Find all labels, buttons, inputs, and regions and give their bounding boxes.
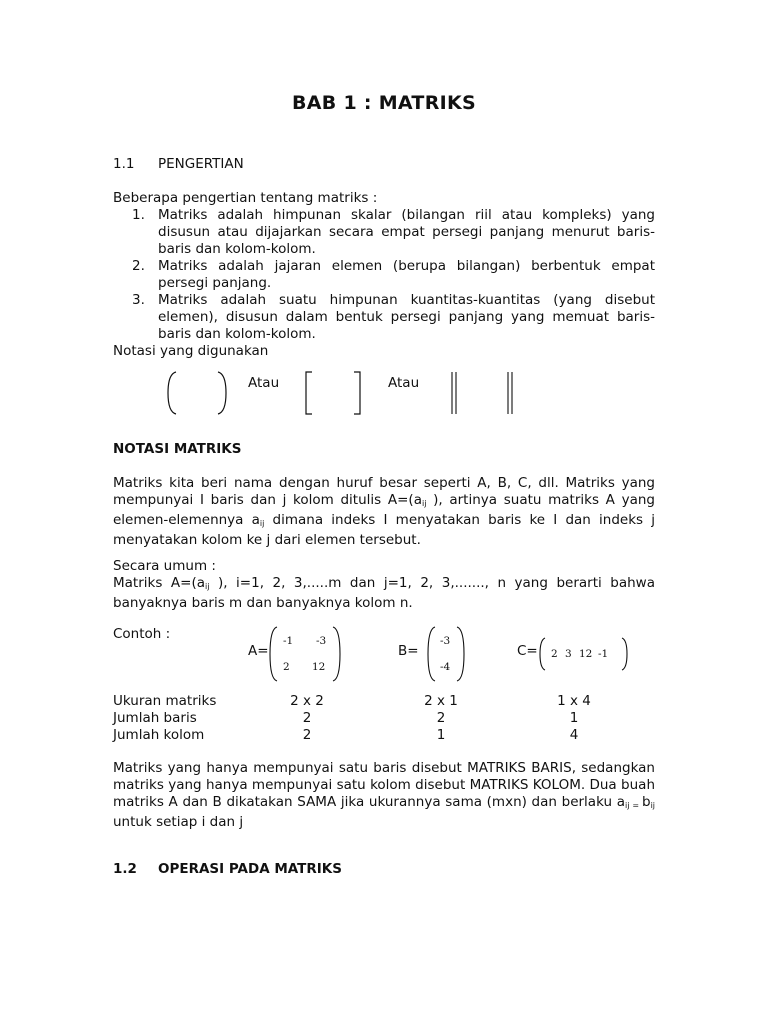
- matrix-c-cell: 2: [551, 648, 558, 660]
- list-item: [113, 207, 655, 258]
- matriks-baris-kolom-paragraph: Matriks yang hanya mempunyai satu baris disebut MATRIKS BARIS, sedangkan matriks yang hanya mempunyai satu kolom disebut MATRIKS KOLOM. Dua buah matriks A dan B dikatakan SAMA jika ukurannya sama (mxn) dan berlaku $a_{ij =}$ $b_{ij}$ untuk setiap i dan j: [113, 760, 656, 830]
- intro-text: Beberapa pengertian tentang matriks :: [113, 190, 378, 206]
- list-text: Matriks adalah jajaran elemen (berupa bilangan) berbentuk empat persegi panjang.: [158, 258, 655, 291]
- definitions-block: [113, 190, 655, 360]
- atau-label-1: Atau: [248, 375, 280, 391]
- atau-label-2: Atau: [388, 375, 420, 391]
- secara-umum-label: Secara umum :: [113, 558, 216, 574]
- left-square-bracket-icon: [306, 372, 312, 414]
- size-table: [113, 693, 673, 744]
- page-title: BAB 1 : MATRIKS: [291, 92, 477, 114]
- cell-c: 1: [569, 710, 579, 726]
- contoh-label: Contoh :: [113, 626, 171, 642]
- matrix-a-cell: -1: [283, 635, 294, 647]
- matrix-c-cell: 3: [565, 648, 572, 660]
- notasi-paragraph: Matriks kita beri nama dengan huruf besar seperti A, B, C, dll. Matriks yang mempunyai I baris dan j kolom ditulis $A=(a_{ij}$ ), artinya suatu matriks A yang elemen-elemennya $a_{ij}$ dimana indeks I menyatakan baris ke I dan indeks j menyatakan kolom ke j dari elemen tersebut.: [113, 475, 655, 548]
- cell-b: 2: [436, 710, 446, 726]
- right-square-bracket-icon: [354, 372, 360, 414]
- notation-intro: Notasi yang digunakan: [113, 343, 269, 359]
- matrix-c-cell: -1: [598, 648, 609, 660]
- table-row: [113, 693, 673, 710]
- matrix-a-label: A=: [248, 643, 269, 659]
- list-number: 2.: [132, 258, 145, 274]
- definitions-list: [113, 207, 655, 343]
- matrix-b-label: B=: [398, 643, 419, 659]
- matrix-c-cell: 12: [579, 648, 593, 660]
- cell-c: 4: [569, 727, 579, 743]
- table-row: [113, 710, 673, 727]
- matrix-a-cell: 12: [312, 661, 326, 673]
- list-text: Matriks adalah himpunan skalar (bilangan riil atau kompleks) yang disusun atau dijajarkan secara empat persegi panjang menurut baris-baris dan kolom-kolom.: [158, 207, 655, 257]
- matrix-a-cell: 2: [283, 661, 290, 673]
- section-1-2-title: OPERASI PADA MATRIKS: [158, 861, 342, 877]
- matrix-c-label: C=: [517, 643, 538, 659]
- list-item: [113, 258, 655, 292]
- row-label: Jumlah baris: [113, 710, 197, 726]
- table-row: [113, 727, 673, 744]
- cell-a: 2: [302, 727, 312, 743]
- section-1-1-title: PENGERTIAN: [158, 156, 244, 172]
- list-number: 3.: [132, 292, 145, 308]
- row-label: Ukuran matriks: [113, 693, 217, 709]
- notasi-heading: NOTASI MATRIKS: [113, 441, 242, 457]
- row-label: Jumlah kolom: [113, 727, 205, 743]
- secara-umum-block: Secara umum : Matriks $A=(a_{ij}$ ), i=1, 2, 3,.....m dan j=1, 2, 3,......., n yang berarti bahwa banyaknya baris m dan banyaknya kolom n.: [113, 558, 655, 611]
- matrix-b-cell: -4: [440, 661, 451, 673]
- section-1-2-number: 1.2: [113, 861, 137, 877]
- cell-b: 1: [436, 727, 446, 743]
- matrix-a-brackets: [268, 625, 342, 683]
- notation-brackets: [160, 366, 540, 422]
- list-text: Matriks adalah suatu himpunan kuantitas-kuantitas (yang disebut elemen), disusun dalam bentuk persegi panjang yang memuat baris-baris dan kolom-kolom.: [158, 292, 655, 342]
- list-number: 1.: [132, 207, 145, 223]
- cell-c: 1 x 4: [557, 693, 591, 709]
- section-1-1-number: 1.1: [113, 156, 135, 172]
- matrix-b-cell: -3: [440, 635, 451, 647]
- list-item: [113, 292, 655, 343]
- left-parenthesis-icon: [168, 372, 176, 414]
- matrix-a-cell: -3: [316, 635, 327, 647]
- cell-b: 2 x 1: [424, 693, 458, 709]
- matrix-b-brackets: [426, 625, 466, 683]
- cell-a: 2 x 2: [290, 693, 324, 709]
- right-parenthesis-icon: [218, 372, 226, 414]
- cell-a: 2: [302, 710, 312, 726]
